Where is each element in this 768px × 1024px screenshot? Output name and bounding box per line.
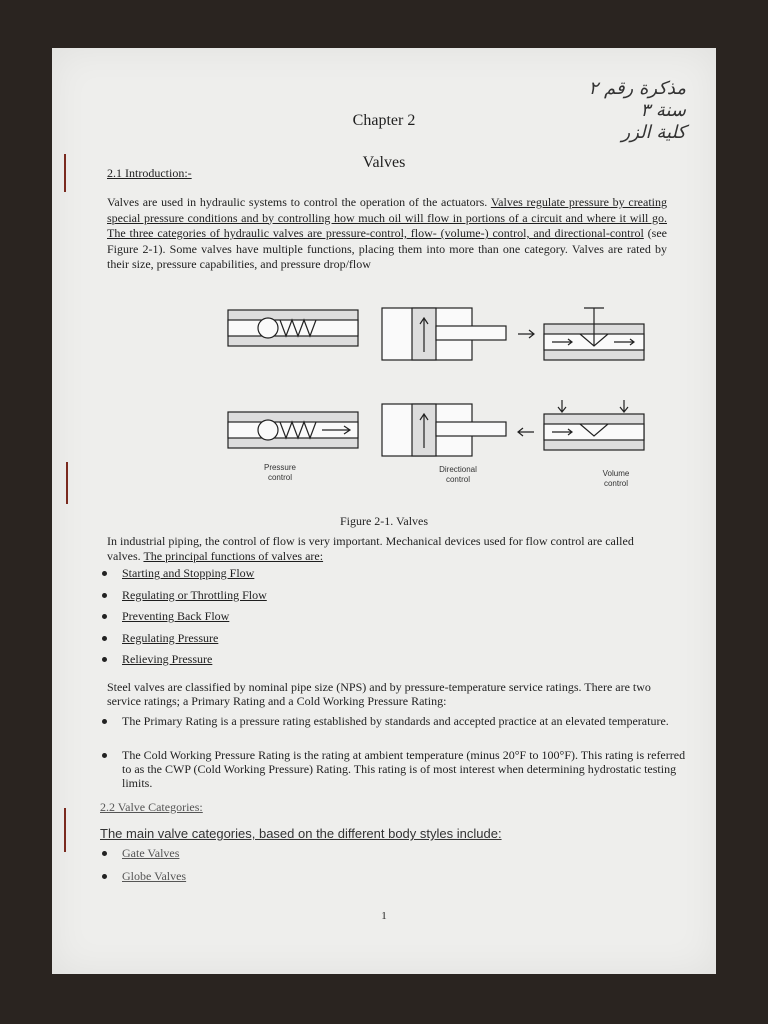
handwriting-line-3: كلية الزر xyxy=(621,122,686,143)
volume-valve-bottom xyxy=(544,400,644,450)
label-volume-1: Volume xyxy=(602,469,630,478)
section-heading-categories: 2.2 Valve Categories: xyxy=(100,800,203,814)
piping-paragraph xyxy=(107,534,667,564)
intro-paragraph xyxy=(107,195,667,273)
steel-paragraph: Steel valves are classified by nominal pipe size (NPS) and by pressure-temperature service ratings. There are two service ratings; a Primary Rating and a Cold Working Pressure Rating: xyxy=(107,680,651,708)
label-pressure-1: Pressure xyxy=(263,463,297,472)
label-pressure-2: control xyxy=(267,473,293,482)
list-item: Gate Valves xyxy=(100,846,186,869)
list-item: Regulating or Throttling Flow xyxy=(100,588,267,610)
directional-valve-bottom xyxy=(382,404,534,456)
pressure-valve-top xyxy=(228,310,358,346)
list-item: Starting and Stopping Flow xyxy=(100,566,267,588)
directional-valve-top xyxy=(382,308,534,360)
list-item: Relieving Pressure xyxy=(100,652,267,674)
intro-text-3: (see Figure 2-1). Some valves have multiple functions, placing them into more than one category. Valves are rated by their size, pressure capabilities, and pressure drop/flow xyxy=(107,226,667,271)
page-number: 1 xyxy=(381,910,387,922)
rating-item-cwp: The Cold Working Pressure Rating is the rating at ambient temperature (minus 20°F to 100°F). This rating is referred to as the CWP (Cold Working Pressure) Rating. This rating is of most interest when determining hydrostatic testing limits. xyxy=(100,748,694,790)
piping-underlined: The principal functions of valves are: xyxy=(143,549,324,563)
categories-intro: The main valve categories, based on the different body styles include: xyxy=(100,826,502,841)
handwritten-note xyxy=(556,78,686,144)
margin-marker-middle xyxy=(66,462,68,504)
handwriting-line-1: مذكرة رقم ٢ xyxy=(588,78,686,99)
figure-caption: Figure 2-1. Valves xyxy=(339,514,429,528)
categories-list xyxy=(100,846,186,892)
handwriting-line-2: سنة ٣ xyxy=(640,100,686,121)
chapter-heading: Chapter 2 xyxy=(352,112,416,129)
section-heading-introduction: 2.1 Introduction:- xyxy=(107,166,192,180)
list-item: Regulating Pressure xyxy=(100,631,267,653)
rating-item-primary: The Primary Rating is a pressure rating established by standards and accepted practice at an elevated temperature. xyxy=(100,714,694,728)
list-item: Preventing Back Flow xyxy=(100,609,267,631)
document-page xyxy=(52,48,716,974)
label-directional-1: Directional xyxy=(439,465,477,474)
functions-list xyxy=(100,566,267,674)
intro-text-1: Valves are used in hydraulic systems to control the operation of the actuators. xyxy=(107,195,491,209)
margin-marker-bottom xyxy=(64,808,66,852)
valves-diagram xyxy=(222,304,652,494)
volume-valve-top xyxy=(544,308,644,360)
label-volume-2: control xyxy=(603,479,629,488)
page-title: Valves xyxy=(362,154,406,171)
valves-figure xyxy=(222,304,652,494)
label-directional-2: control xyxy=(445,475,471,484)
pressure-valve-bottom xyxy=(228,412,358,448)
intro-text-underlined: Valves regulate pressure by creating special pressure conditions and by controlling how much oil will flow in portions of a circuit and where it will go. The three categories of hydraulic valves are pressure-control, flow- (volume-) control, and directional-control xyxy=(107,195,668,240)
piping-text: In industrial piping, the control of flow is very important. Mechanical devices used for flow control are called valves. xyxy=(107,534,634,563)
list-item: Globe Valves xyxy=(100,869,186,892)
